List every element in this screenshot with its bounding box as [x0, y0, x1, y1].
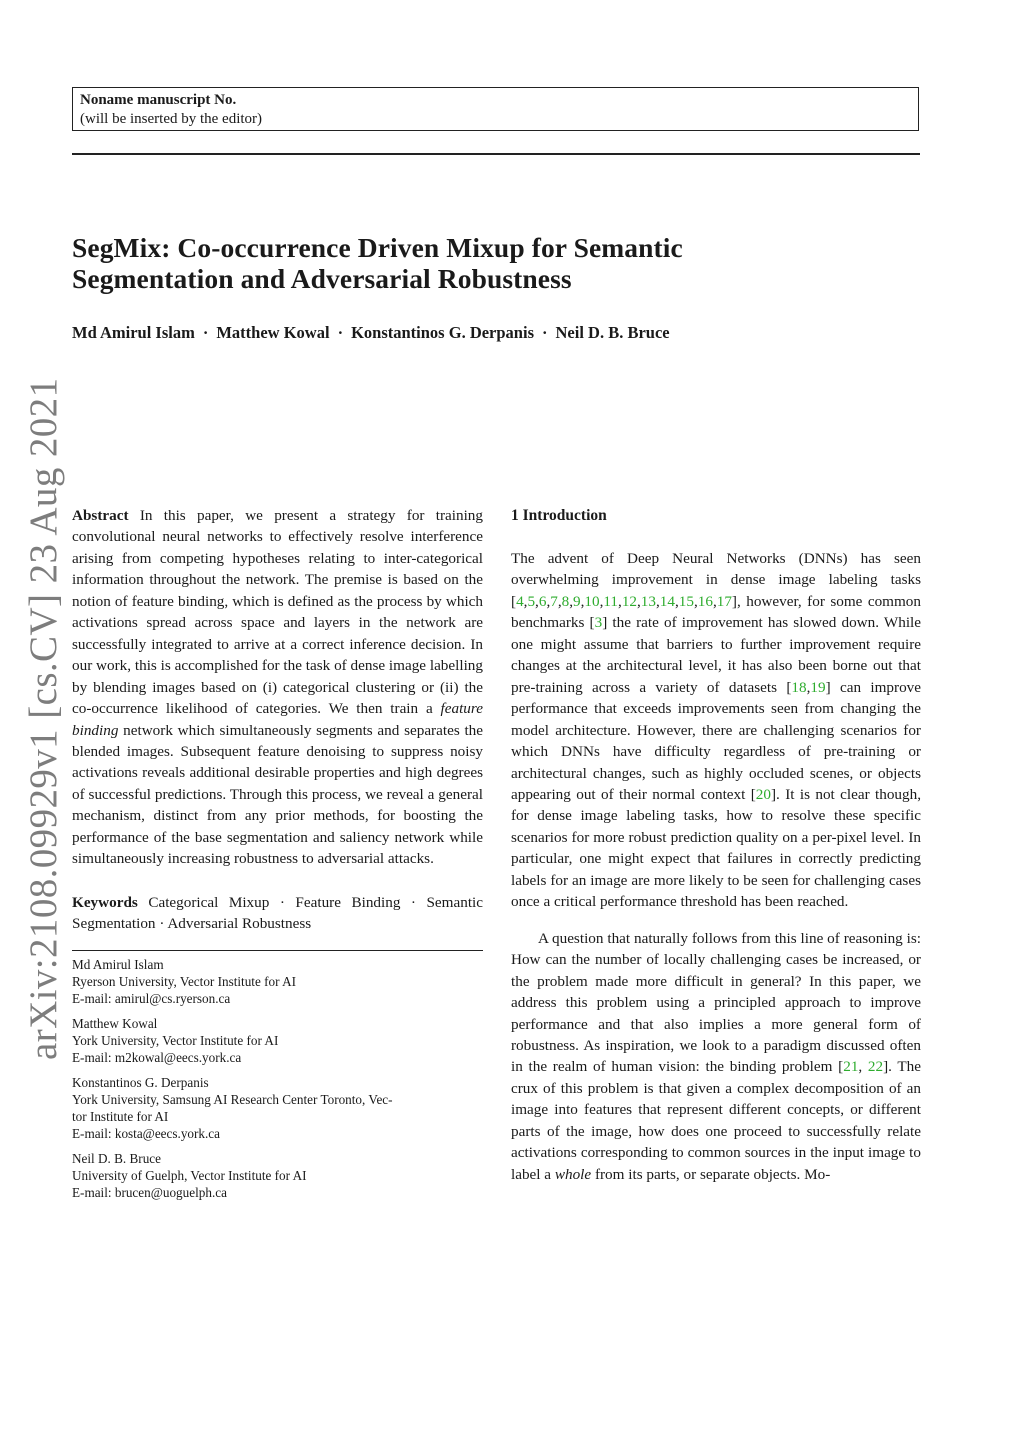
author-name: Matthew Kowal — [216, 323, 330, 342]
affiliation-block — [72, 956, 483, 1007]
manuscript-notice-box — [72, 87, 919, 131]
affiliation-line: York University, Samsung AI Research Center Toronto, Vec- — [72, 1091, 393, 1107]
introduction-paragraph-1: The advent of Deep Neural Networks (DNNs) has seen overwhelming improvement in dense image labeling tasks [4,5,6,7,8,9,10,11,12,13,14,15,16,17], however, for some common benchmarks [3] the rate of improvement has slowed down. While one might assume that barriers to further improvement require changes at the architectural level, it has also been borne out that pre-training across a variety of datasets [18,19] can improve performance that exceeds improvements seen from changing the model architecture. However, there are challenging scenarios for which DNNs have difficulty regardless of pre-training or architectural changes, such as highly occluded scenes, or objects appearing out of their normal context [20]. It is not clear though, for dense image labeling tasks, how to resolve these specific scenarios for more robust prediction quality on a per-pixel level. In particular, one might expect that failures in correctly predicting labels for an image are more likely to be seen for challenging cases once a critical performance threshold has been reached. — [511, 550, 922, 911]
citation-link[interactable]: 3 — [594, 614, 603, 632]
abstract — [72, 505, 483, 870]
citation-link[interactable]: 12 — [621, 592, 637, 610]
paragraph-text: ] can improve performance that exceeds improvements seen from changing the model architecture. However, there are challenging scenarios for which DNNs have difficulty regardless of pre-training or architectural changes, such as highly occluded scenes, or objects appearing out of their normal context [ — [511, 678, 921, 803]
abstract-text: network which simultaneously segments and separates the blended images. Subsequent feature denoising to suppress noisy activations reveals additional desirable properties and high degrees of successful predictions. Through this process, we reveal a general mechanism, distinct from any prior methods, for boosting the performance of the base segmentation and saliency network while simultaneously increasing robustness to adversarial attacks. — [72, 721, 484, 868]
title-line-1: SegMix: Co-occurrence Driven Mixup for Semantic — [72, 232, 683, 263]
keywords — [72, 892, 483, 935]
keywords-text: Categorical Mixup · Feature Binding · Semantic Segmentation · Adversarial Robustness — [72, 893, 483, 933]
paragraph-text: A question that naturally follows from this line of reasoning is: How can the number of locally challenging cases be increased, or the problem made more difficult in general? In this paper, we address this problem using a principled approach to improve performance and that also implies a more general form of robustness. As inspiration, we look to a paradigm discussed often in the realm of human vision: the binding problem [ — [511, 929, 921, 1076]
affiliations — [72, 956, 483, 1201]
abstract-emphasis: feature binding — [72, 700, 483, 739]
paragraph-text: from its parts, or separate objects. Mo- — [594, 1165, 831, 1183]
citation-link[interactable]: 16 — [697, 592, 713, 610]
author-list — [72, 322, 712, 344]
footnote-rule — [72, 950, 483, 951]
affiliation-line: York University, Vector Institute for AI — [72, 1032, 279, 1048]
author-separator: · — [202, 323, 209, 342]
citation-link[interactable]: 5 — [527, 592, 536, 610]
citation-link[interactable]: 17 — [716, 592, 732, 610]
editor-note: (will be inserted by the editor) — [80, 111, 263, 127]
left-column — [72, 505, 483, 1209]
affiliation-name: Md Amirul Islam — [72, 956, 164, 972]
citation-link[interactable]: 4 — [516, 592, 524, 610]
affiliation-email: E-mail: brucen@uoguelph.ca — [72, 1184, 227, 1200]
citation-link[interactable]: 6 — [538, 592, 547, 610]
citation-link[interactable]: 21 — [843, 1058, 859, 1076]
affiliation-email: E-mail: m2kowal@eecs.york.ca — [72, 1049, 242, 1065]
author-separator: · — [337, 323, 344, 342]
header-rule — [72, 153, 920, 155]
affiliation-email: E-mail: kosta@eecs.york.ca — [72, 1125, 220, 1141]
arxiv-identifier-sidebar: arXiv:2108.09929v1 [cs.CV] 23 Aug 2021 — [22, 377, 65, 1060]
citation-link[interactable]: 13 — [640, 592, 656, 610]
affiliation-name: Matthew Kowal — [72, 1015, 158, 1031]
abstract-text: In this paper, we present a strategy for training convolutional neural networks to effectively resolve interference arising from competing hypotheses relating to inter-categorical information throughout the network. The premise is based on the notion of feature binding, which is defined as the process by which activations spread across space and layers in the network are successfully integrated to arrive at a correct inference decision. In our work, this is accomplished for the task of dense image labelling by blending images based on (i) categorical clustering or (ii) the co-occurrence likelihood of categories. We then train a — [72, 507, 483, 718]
affiliation-name: Konstantinos G. Derpanis — [72, 1074, 209, 1090]
author-name: Md Amirul Islam — [72, 323, 195, 342]
citation-link[interactable]: 9 — [573, 592, 581, 610]
keywords-label: Keywords — [72, 893, 138, 911]
author-name: Neil D. B. Bruce — [555, 323, 670, 342]
paragraph-text: ]. The crux of this problem is that given a complex decomposition of an image into features that represent different concepts, or different parts of the image, how does one proceed to successfully relate activations corresponding to common sources in the input image to label a — [511, 1058, 921, 1183]
citation-link[interactable]: 14 — [659, 592, 675, 610]
citation-link[interactable]: 20 — [755, 785, 771, 803]
affiliation-block — [72, 1150, 483, 1201]
citation-link[interactable]: 11 — [603, 592, 619, 610]
affiliation-line: Ryerson University, Vector Institute for AI — [72, 973, 296, 989]
author-name: Konstantinos G. Derpanis — [351, 323, 534, 342]
paragraph-emphasis: whole — [554, 1165, 592, 1183]
citation-link[interactable]: 18 — [791, 678, 807, 696]
citation-link[interactable]: 19 — [810, 678, 826, 696]
citation-link[interactable]: 8 — [561, 592, 570, 610]
manuscript-label: Noname manuscript No. — [80, 92, 237, 108]
right-column — [511, 505, 921, 1185]
paragraph-text: The advent of Deep Neural Networks (DNNs) has seen overwhelming improvement in dense image labeling tasks [ — [511, 550, 921, 610]
affiliation-block — [72, 1015, 483, 1066]
affiliation-block — [72, 1074, 483, 1142]
affiliation-line: tor Institute for AI — [72, 1108, 169, 1124]
abstract-label: Abstract — [72, 507, 129, 524]
affiliation-line: University of Guelph, Vector Institute for AI — [72, 1167, 307, 1183]
author-separator: · — [542, 323, 548, 342]
paragraph-text: ]. It is not clear though, for dense image labeling tasks, how to resolve these specific scenarios for more robust prediction quality on a per-pixel level. In particular, one might expect that failures in correctly predicting labels for an image are more likely to be seen for challenging cases once a critical performance threshold has been reached. — [511, 785, 922, 911]
paper-title — [72, 232, 932, 294]
title-line-2: Segmentation and Adversarial Robustness — [72, 263, 572, 294]
affiliation-name: Neil D. B. Bruce — [72, 1150, 161, 1166]
citation-link[interactable]: 7 — [550, 592, 558, 610]
introduction-heading: 1 Introduction — [511, 507, 607, 524]
citation-link[interactable]: 15 — [678, 592, 694, 610]
citation-link[interactable]: 10 — [584, 592, 600, 610]
citation-link[interactable]: 22 — [867, 1058, 884, 1076]
introduction-paragraph-2: A question that naturally follows from this line of reasoning is: How can the number of locally challenging cases be increased, or the problem made more difficult in general? In this paper, we address this problem using a principled approach to improve performance and that also implies a more general form of robustness. As inspiration, we look to a paradigm discussed often in the realm of human vision: the binding problem [21, 22]. The crux of this problem is that given a complex decomposition of an image into features that represent different concepts, or different parts of the image, how does one proceed to successfully relate activations corresponding to common sources in the input image to label a whole from its parts, or separate objects. Mo- — [511, 929, 921, 1183]
affiliation-email: E-mail: amirul@cs.ryerson.ca — [72, 990, 231, 1006]
paragraph-text: ] the rate of improvement has slowed down. While one might assume that barriers to further improvement require changes at the architectural level, it has also been borne out that pre-training across a variety of datasets [ — [511, 614, 922, 696]
paragraph-text: ], however, for some common benchmarks [ — [511, 592, 921, 632]
